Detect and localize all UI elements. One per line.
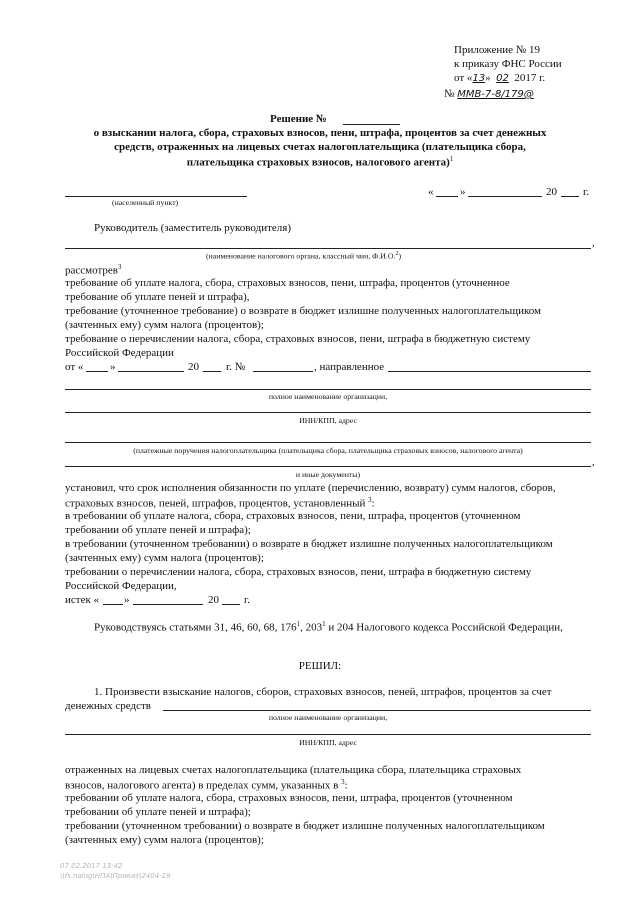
point1-org-caption: полное наименование организации,	[268, 713, 388, 722]
other-documents-field[interactable]	[65, 466, 591, 467]
title-line4: плательщика страховых взносов, налогового агента)$^1$	[186, 155, 454, 169]
established-item-2a: в требовании (уточненном требовании) о возврате в бюджет излишне полученных налогоплательщиком	[65, 538, 553, 550]
appendix-number: № ММВ-7-8/179@	[444, 88, 534, 100]
appendix-date: от «13» 02 2017 г.	[454, 72, 546, 84]
considered-item-3a: требование о перечислении налога, сбора, страховых взносов, пени, штрафа в бюджетную систему	[65, 333, 531, 345]
payment-orders-caption: (платежные поручения налогоплательщика (плательщика сбора, плательщика страховых взносов, налогового агента)	[133, 446, 523, 455]
comma-2: ,	[592, 456, 595, 468]
inn-kpp-caption: ИНН/КПП, адрес	[299, 416, 357, 425]
org-name-field[interactable]	[65, 389, 591, 390]
from-month-field[interactable]	[118, 371, 184, 372]
established-line2: страховых взносов, пеней, штрафов, процентов, установленный $^3$:	[65, 496, 375, 510]
date-year-field[interactable]	[561, 196, 579, 197]
considered-label: рассмотрев$^3$	[65, 263, 122, 277]
appendix-line1: Приложение № 19	[454, 44, 541, 56]
comma: ,	[592, 237, 595, 249]
date-year-suffix: г.	[583, 186, 590, 198]
from-number-field[interactable]	[253, 371, 313, 372]
point1-org-field[interactable]	[163, 710, 591, 711]
point1-line2: денежных средств	[65, 700, 151, 712]
point1-item-1b: требовании об уплате пеней и штрафа);	[65, 806, 251, 818]
print-stamp-line1: 07.02.2017 13:42	[60, 862, 123, 870]
legal-basis: Руководствуясь статьями 31, 46, 60, 68, $176^1$, $203^1$ и 204 Налогового кодекса Российской Федерации,	[94, 620, 563, 634]
considered-item-2b: (зачтенных ему) сумм налога (процентов);	[65, 319, 264, 331]
decision-title: Решение №	[270, 113, 327, 125]
head-label: Руководитель (заместитель руководителя)	[94, 222, 291, 234]
established-item-3b: Российской Федерации,	[65, 580, 177, 592]
point1-text1: отраженных на лицевых счетах налогоплательщика (плательщика сбора, плательщика страховых	[65, 764, 522, 776]
point1-item-2a: требовании (уточненном требовании) о возврате в бюджет излишне полученных налогоплательщиком	[65, 820, 545, 832]
considered-item-1a: требование об уплате налога, сбора, страховых взносов, пени, штрафа, процентов (уточненное	[65, 277, 510, 289]
considered-item-1b: требование об уплате пеней и штрафа),	[65, 291, 250, 303]
date-century: 20	[546, 186, 557, 198]
settlement-caption: (населенный пункт)	[112, 198, 179, 207]
from-label: от «	[65, 361, 84, 373]
from-century: 20	[188, 361, 199, 373]
inn-kpp-field[interactable]	[65, 412, 591, 413]
established-item-3a: требовании о перечислении налога, сбора, страховых взносов, пени, штрафа в бюджетную систему	[65, 566, 532, 578]
considered-item-3b: Российской Федерации	[65, 347, 174, 359]
expired-month-field[interactable]	[133, 604, 203, 605]
appendix-line2: к приказу ФНС России	[454, 58, 562, 70]
expired-year-field[interactable]	[222, 604, 240, 605]
from-day-field[interactable]	[86, 371, 108, 372]
from-year-field[interactable]	[203, 371, 221, 372]
point1-text2: взносов, налогового агента) в пределах сумм, указанных в $^3$:	[65, 778, 348, 792]
tax-authority-field[interactable]	[65, 248, 591, 249]
established-item-1b: требовании об уплате пеней и штрафа);	[65, 524, 251, 536]
established-item-2b: (зачтенных ему) сумм налога (процентов);	[65, 552, 264, 564]
date-close-quote: »	[460, 186, 466, 198]
appendix-month: 02	[496, 73, 509, 84]
expired-century: 20	[208, 594, 219, 606]
tax-authority-caption: (наименование налогового органа, классный чин, Ф.И.О.$^2$)	[206, 251, 402, 261]
directed-label: , направленное	[314, 361, 385, 373]
point1-item-2b: (зачтенных ему) сумм налога (процентов);	[65, 834, 264, 846]
settlement-field[interactable]	[65, 196, 247, 197]
directed-to-field[interactable]	[388, 371, 591, 372]
considered-item-2a: требование (уточненное требование) о возврате в бюджет излишне полученных налогоплательщиком	[65, 305, 542, 317]
appendix-day: 13	[472, 73, 486, 84]
established-line1: установил, что срок исполнения обязанности по уплате (перечислению, возврату) сумм налогов, сборов,	[65, 482, 556, 494]
from-quote: »	[110, 361, 116, 373]
payment-orders-field[interactable]	[65, 442, 591, 443]
established-item-1a: в требовании об уплате налога, сбора, страховых взносов, пени, штрафа, процентов (уточненном	[65, 510, 521, 522]
title-line3: средств, отраженных на лицевых счетах налогоплательщика (плательщика сбора,	[114, 141, 526, 153]
decided-heading: РЕШИЛ:	[298, 660, 342, 672]
point1-item-1a: требовании об уплате налога, сбора, страховых взносов, пени, штрафа, процентов (уточненном	[65, 792, 513, 804]
expired-label: истек «	[65, 594, 100, 606]
org-name-caption: полное наименование организации,	[268, 392, 388, 401]
point1-inn-caption: ИНН/КПП, адрес	[299, 738, 357, 747]
title-line2: о взыскании налога, сбора, страховых взносов, пени, штрафа, процентов за счет денежных	[93, 127, 547, 139]
point1-inn-field[interactable]	[65, 734, 591, 735]
date-month-field[interactable]	[468, 196, 542, 197]
expired-day-field[interactable]	[103, 604, 123, 605]
point1-line1: 1. Произвести взыскание налогов, сборов, страховых взносов, пеней, штрафов, процентов за счет	[94, 686, 552, 698]
expired-quote: »	[124, 594, 130, 606]
decision-number-field[interactable]	[343, 124, 400, 125]
document-date: «	[428, 186, 434, 198]
from-number-label: г. №	[226, 361, 246, 373]
expired-year-suffix: г.	[244, 594, 251, 606]
print-stamp-line2: \\fs.nalog\НПА\Приказ\2404-19	[60, 872, 171, 880]
appendix-number-value: ММВ-7-8/179@	[457, 89, 534, 100]
date-day-field[interactable]	[436, 196, 458, 197]
other-documents-caption: и иные документы)	[295, 470, 361, 479]
